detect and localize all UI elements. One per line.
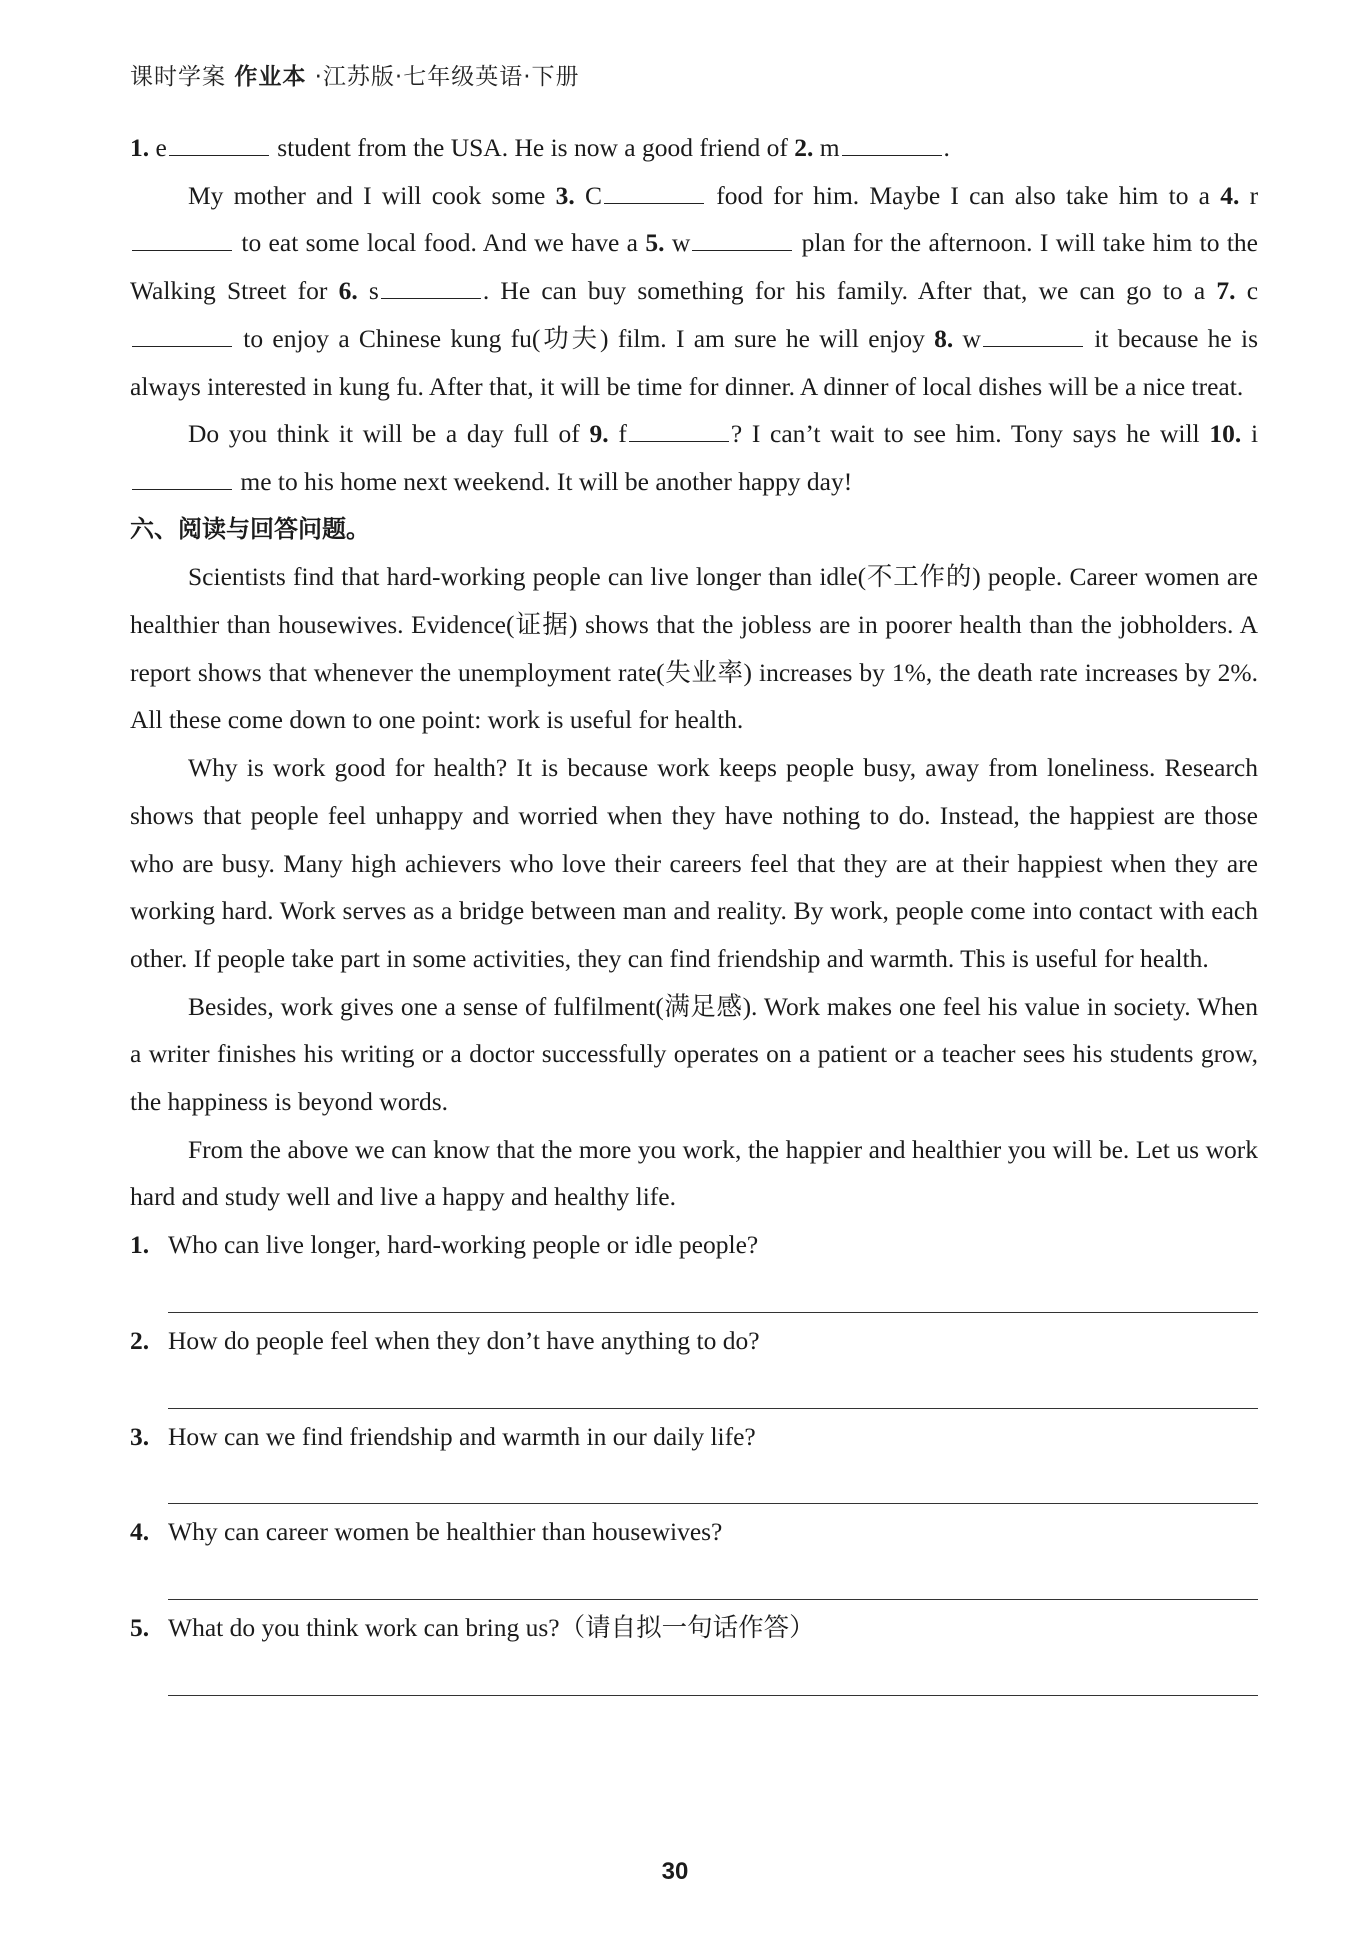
question-number: 1. [130, 1230, 150, 1260]
cloze-paragraph-3 [130, 410, 1258, 505]
cloze-text: food for him. Maybe I can also take him to a [716, 180, 1210, 210]
blank-hint-2: m [819, 133, 840, 162]
blank-number-2: 2. [794, 133, 814, 162]
blank-hint-7: c [1246, 276, 1259, 306]
blank-hint-6: s [368, 276, 379, 306]
question-number: 3. [130, 1421, 150, 1451]
cloze-text: My mother and I will cook some [188, 180, 546, 210]
question-text: Who can live longer, hard-working people or idle people? [168, 1230, 759, 1260]
header-book: 作业本 [234, 64, 307, 90]
page-content [130, 124, 1258, 1700]
answer-blank-1[interactable] [169, 133, 269, 156]
blank-number-7: 7. [1216, 276, 1236, 306]
blank-number-10: 10. [1209, 419, 1242, 449]
cloze-text: plan for the afternoon. I will take him to the Walking Street for [130, 228, 1258, 306]
question-number: 2. [130, 1325, 150, 1355]
answer-blank-6[interactable] [381, 276, 481, 299]
cloze-text: to enjoy a Chinese kung fu(功夫) film. I am sure he will enjoy [243, 323, 925, 353]
question-text: What do you think work can bring us?（请自拟一句话作答） [168, 1612, 815, 1642]
answer-line-3[interactable] [168, 1460, 1258, 1508]
question-number: 5. [130, 1612, 150, 1642]
page-number: 30 [661, 1858, 689, 1885]
question-text: Why can career women be healthier than housewives? [168, 1517, 723, 1547]
question-4 [130, 1508, 1258, 1556]
blank-number-4: 4. [1220, 180, 1240, 210]
blank-number-1: 1. [130, 133, 150, 162]
cloze-text: Do you think it will be a day full of [188, 419, 580, 449]
cloze-paragraph-1 [130, 124, 1258, 172]
question-number: 4. [130, 1517, 150, 1547]
reading-paragraph-2: Why is work good for health? It is because work keeps people busy, away from loneliness. Research shows that people feel unhappy and worried when they have nothing to do. Instead, the happiest are those who are busy. Many high achievers who love their careers feel that they are at their happiest when they are working hard. Work serves as a bridge between man and reality. By work, people come into contact with each other. If people take part in some activities, they can find friendship and warmth. This is useful for health. [130, 753, 1258, 973]
cloze-text: ? I can’t wait to see him. Tony says he will [730, 419, 1200, 449]
answer-blank-2[interactable] [842, 133, 942, 156]
blank-hint-1: e [155, 133, 167, 162]
blank-number-5: 5. [645, 228, 665, 258]
blank-number-9: 9. [589, 419, 609, 449]
question-text: How do people feel when they don’t have anything to do? [168, 1325, 760, 1355]
answer-blank-5[interactable] [692, 228, 792, 251]
answer-blank-10[interactable] [132, 467, 232, 490]
reading-paragraph-1: Scientists find that hard-working people can live longer than idle(不工作的) people. Career women are healthier than housewives. Evidence(证据) shows that the jobless are in poorer health than the jobholders. A report shows that whenever the unemployment rate(失业率) increases by 1%, the death rate increases by 2%. All these come down to one point: work is useful for health. [130, 562, 1258, 735]
blank-number-8: 8. [934, 323, 954, 353]
answer-line-2[interactable] [168, 1365, 1258, 1413]
answer-blank-8[interactable] [983, 324, 1083, 347]
blank-hint-9: f [618, 419, 627, 449]
page-header [130, 58, 580, 91]
answer-blank-9[interactable] [629, 419, 729, 442]
reading-paragraph-4: From the above we can know that the more you work, the happier and healthier you will be. Let us work hard and study well and live a happy and healthy life. [130, 1134, 1258, 1212]
answer-blank-7[interactable] [132, 324, 232, 347]
reading-paragraph-3: Besides, work gives one a sense of fulfilment(满足感). Work makes one feel his value in society. When a writer finishes his writing or a doctor successfully operates on a patient or a teacher sees his students grow, the happiness is beyond words. [130, 991, 1258, 1117]
blank-hint-4: r [1249, 180, 1259, 210]
blank-hint-5: w [671, 228, 691, 258]
header-series: 课时学案 [130, 64, 226, 90]
question-5 [130, 1604, 1258, 1652]
cloze-paragraph-2 [130, 172, 1258, 411]
question-1 [130, 1221, 1258, 1269]
answer-line-4[interactable] [168, 1556, 1258, 1604]
cloze-text: me to his home next weekend. It will be another happy day! [240, 466, 853, 496]
question-2 [130, 1317, 1258, 1365]
answer-line-5[interactable] [168, 1652, 1258, 1700]
blank-hint-10: i [1250, 419, 1259, 449]
blank-hint-3: C [584, 180, 602, 210]
cloze-text: to eat some local food. And we have a [241, 228, 638, 258]
question-3 [130, 1413, 1258, 1461]
header-edition: ·江苏版·七年级英语·下册 [314, 64, 580, 90]
answer-blank-4[interactable] [132, 228, 232, 251]
cloze-text: it because he is always interested in kung fu. After that, it will be time for dinner. A dinner of local dishes will be a nice treat. [130, 323, 1259, 401]
blank-hint-8: w [962, 323, 981, 353]
question-text: How can we find friendship and warmth in our daily life? [168, 1421, 756, 1451]
answer-blank-3[interactable] [604, 181, 704, 204]
cloze-text: . [943, 133, 950, 162]
answer-line-1[interactable] [168, 1269, 1258, 1317]
blank-number-3: 3. [555, 180, 575, 210]
cloze-text: . He can buy something for his family. After that, we can go to a [482, 276, 1206, 306]
blank-number-6: 6. [338, 276, 358, 306]
cloze-text: student from the USA. He is now a good friend of [277, 133, 788, 162]
section-title: 六、阅读与回答问题。 [130, 514, 370, 543]
